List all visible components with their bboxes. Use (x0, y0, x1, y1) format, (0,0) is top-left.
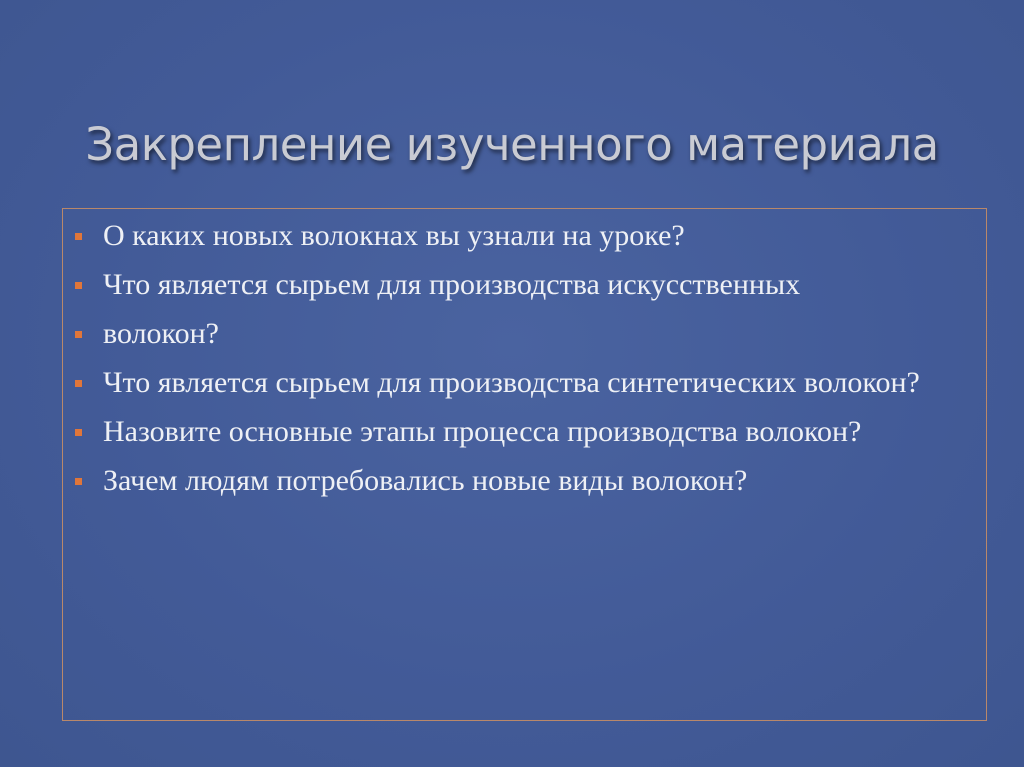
bullet-item (73, 362, 976, 403)
bullet-text: Что является сырьем для производства синтетических волокон? (103, 366, 920, 399)
bullet-item (73, 411, 976, 452)
bullet-square-icon (75, 282, 82, 289)
bullet-text: Назовите основные этапы процесса производства волокон? (103, 415, 862, 448)
bullet-text: О каких новых волокнах вы узнали на уроке? (103, 219, 685, 252)
bullet-item (73, 264, 976, 305)
bullet-square-icon (75, 331, 82, 338)
content-box (62, 208, 987, 721)
bullet-square-icon (75, 478, 82, 485)
bullet-text: волокон? (103, 317, 219, 350)
bullet-item (73, 460, 976, 501)
slide-title: Закрепление изученного материала (85, 118, 939, 171)
bullet-square-icon (75, 429, 82, 436)
bullet-text: Что является сырьем для производства искусственных (103, 268, 801, 301)
bullet-list (73, 215, 976, 509)
bullet-text: Зачем людям потребовались новые виды волокон? (103, 464, 748, 497)
bullet-item (73, 313, 976, 354)
bullet-item (73, 215, 976, 256)
bullet-square-icon (75, 233, 82, 240)
bullet-square-icon (75, 380, 82, 387)
